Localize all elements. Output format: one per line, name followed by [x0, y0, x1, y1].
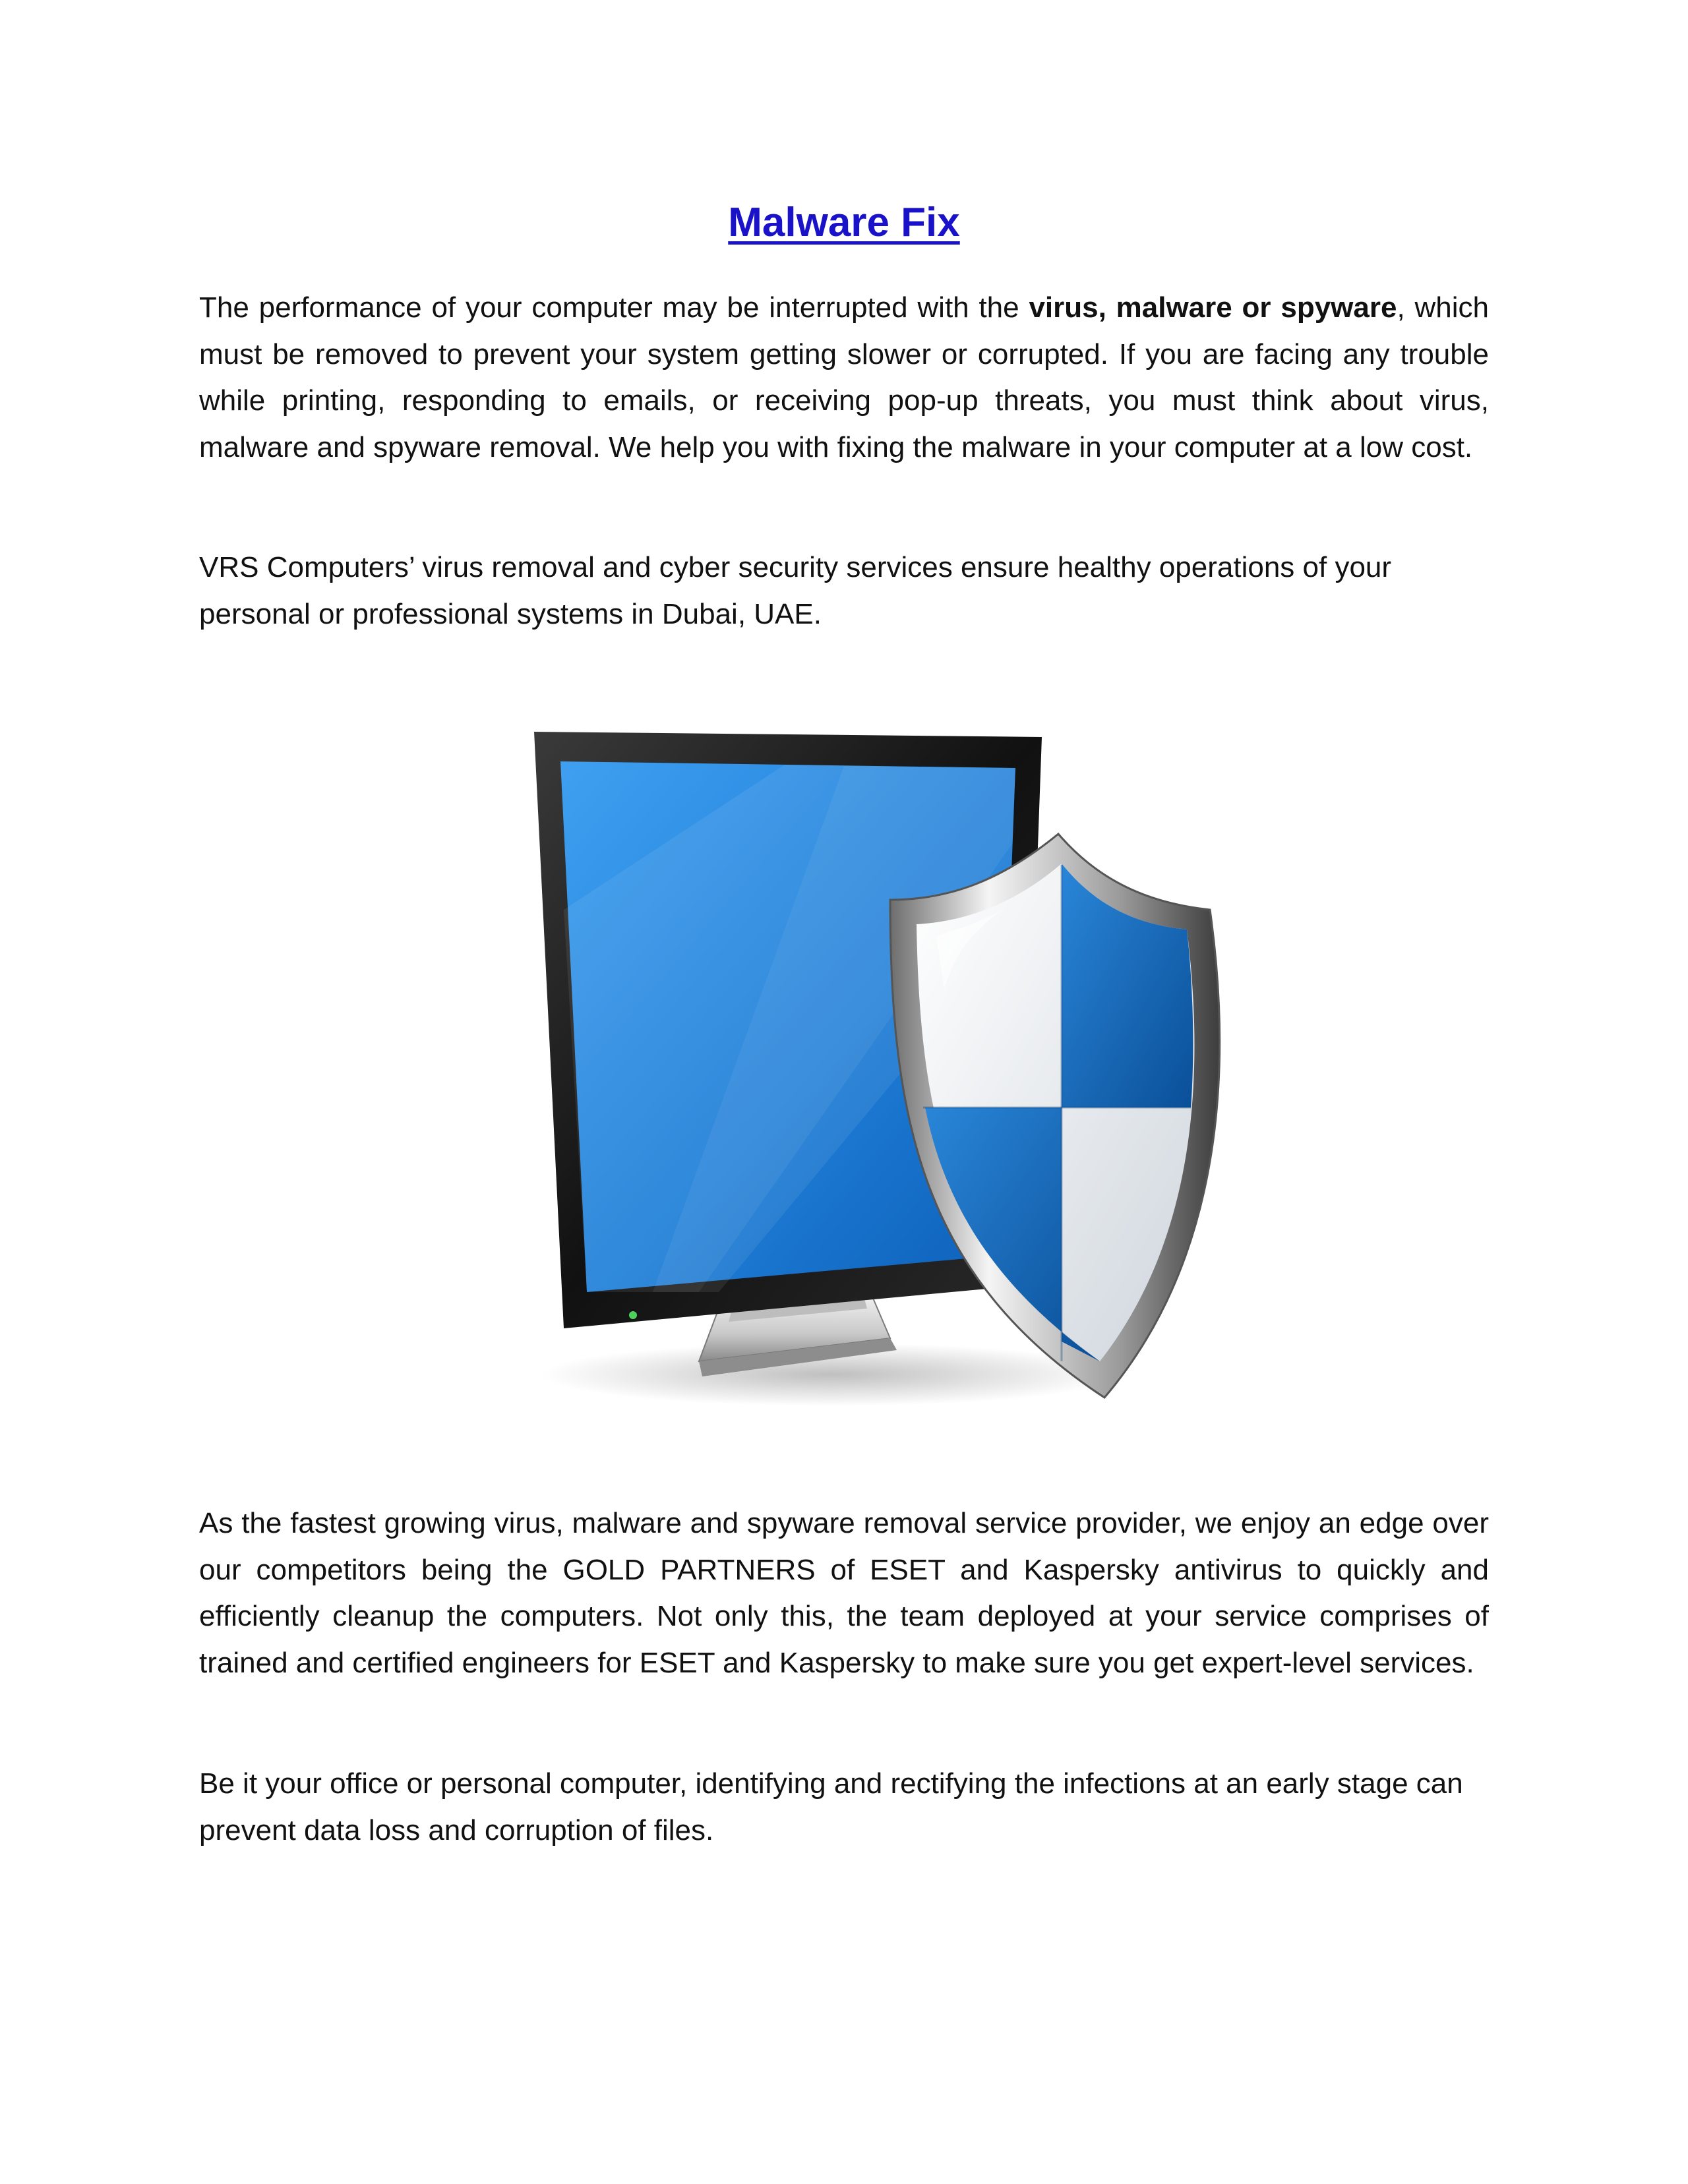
intro-text-start: The performance of your computer may be interrupted with the [199, 291, 1029, 324]
monitor-with-shield-icon [501, 712, 1226, 1424]
paragraph-partners: As the fastest growing virus, malware and spyware removal service provider, we enjoy an edge over our competitors being the GOLD PARTNERS of ESET and Kaspersky antivirus to quickly and efficiently cleanup the computers. Not only this, the team deployed at your service comprises of trained and certified engineers for ESET and Kaspersky to make sure you get expert-level services. [199, 1507, 1489, 1679]
paragraph-intro [199, 285, 1489, 471]
intro-text-end: , which must be removed to prevent your system getting slower or corrupted. If you are facing any trouble while printing, responding to emails, or receiving pop-up threats, you must think about virus, malware and spyware removal. We help you with fixing the malware in your computer at a low cost. [199, 291, 1489, 463]
paragraph-prevention: Be it your office or personal computer, identifying and rectifying the infections at an early stage can prevent data loss and corruption of files. [199, 1767, 1463, 1846]
page-title[interactable]: Malware Fix [728, 200, 960, 245]
paragraph-services: VRS Computers’ virus removal and cyber security services ensure healthy operations of your personal or professional systems in Dubai, UAE. [199, 551, 1392, 630]
intro-bold-threats: virus, malware or spyware [1029, 291, 1397, 324]
